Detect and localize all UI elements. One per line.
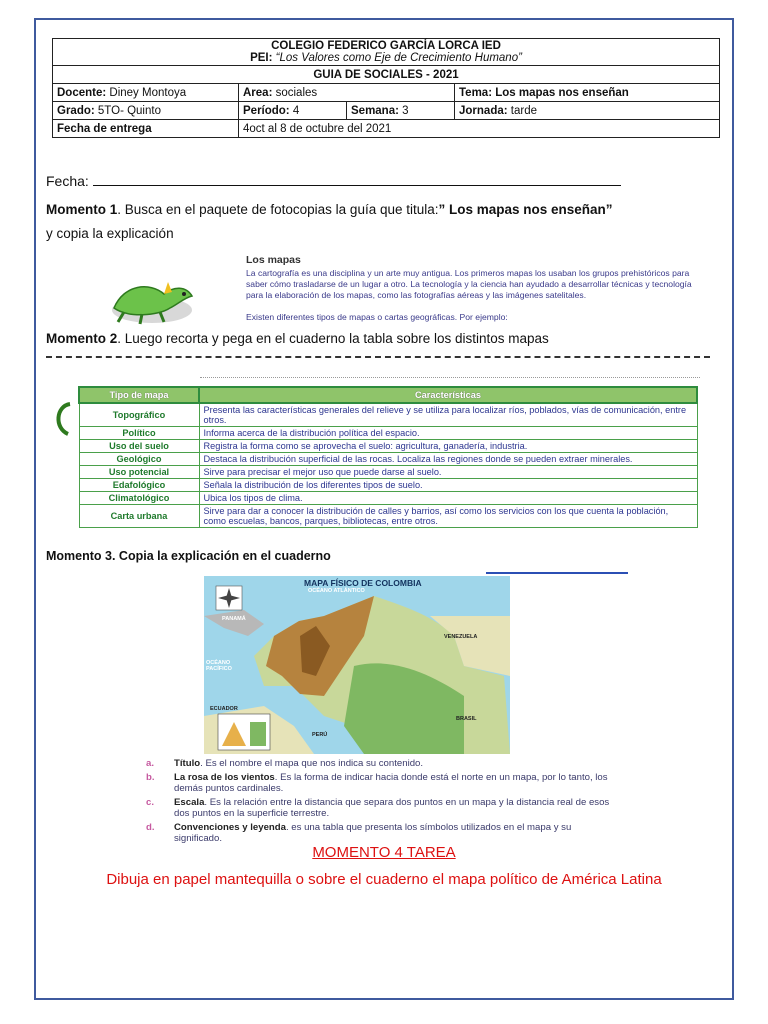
map-label-ecuador: ECUADOR xyxy=(210,706,238,712)
list-item xyxy=(146,797,616,820)
excerpt-los-mapas xyxy=(104,254,700,330)
desc-cell: Sirve para precisar el mejor uso que puede darse al suelo. xyxy=(199,466,697,479)
tipo-cell: Uso del suelo xyxy=(79,440,199,453)
excerpt-last: Existen diferentes tipos de mapas o cartas geográficas. Por ejemplo: xyxy=(246,312,508,322)
part-letter: c. xyxy=(146,796,155,808)
periodo-label: Período: xyxy=(243,104,290,117)
part-letter: d. xyxy=(146,821,155,833)
momento1-label: Momento 1 xyxy=(46,202,118,217)
col-header-caracteristicas: Características xyxy=(199,387,697,403)
colombia-physical-map xyxy=(204,576,510,754)
header-school-cell xyxy=(53,39,720,66)
part-term: Título xyxy=(174,758,201,769)
map-label-brasil: BRASIL xyxy=(456,716,477,722)
area-label: Area: xyxy=(243,86,273,99)
desc-cell: Informa acerca de la distribución política del espacio. xyxy=(199,427,697,440)
part-text: . Es la forma de indicar hacia donde está el norte en un mapa, por lo tanto, los demás puntos cardinales. xyxy=(174,771,608,794)
momento3: Momento 3. Copia la explicación en el cuaderno xyxy=(46,549,331,563)
pei-label: PEI: xyxy=(250,52,273,64)
table-row xyxy=(79,492,697,505)
desc-cell: Destaca la distribución superficial de las rocas. Localiza las regiones donde se pueden extraer minerales. xyxy=(199,453,697,466)
tipo-cell: Geológico xyxy=(79,453,199,466)
desc-cell: Presenta las características generales del relieve y se utiliza para localizar ríos, poblados, vías de comunicación, entre otros. xyxy=(199,403,697,427)
desc-cell: Ubica los tipos de clima. xyxy=(199,492,697,505)
grado-value: 5TO- Quinto xyxy=(97,104,161,117)
pei-text: “Los Valores como Eje de Crecimiento Humano” xyxy=(275,52,522,64)
area-value: sociales xyxy=(275,86,318,99)
map-label-venezuela: VENEZUELA xyxy=(444,634,478,640)
desc-cell: Señala la distribución de los diferentes tipos de suelo. xyxy=(199,479,697,492)
desc-cell: Sirve para dar a conocer la distribución de calles y barrios, así como los servicios con los que cuenta la población, como escuelas, bancos, parques, bibliotecas, entre otros. xyxy=(199,505,697,528)
map-parts-list xyxy=(146,758,616,847)
school-name: COLEGIO FEDERICO GARCÍA LORCA IED xyxy=(271,40,501,52)
cut-line-faint xyxy=(200,377,700,378)
momento1-text2: y copia la explicación xyxy=(46,226,174,241)
tipo-cell: Carta urbana xyxy=(79,505,199,528)
docente-label: Docente: xyxy=(57,86,107,99)
answer-underline xyxy=(486,572,628,574)
momento4-body: Dibuja en papel mantequilla o sobre el cuaderno el mapa político de América Latina xyxy=(106,871,662,888)
tipo-cell: Climatológico xyxy=(79,492,199,505)
list-item xyxy=(146,758,616,770)
momento2-label: Momento 2 xyxy=(46,331,118,346)
excerpt-title: Los mapas xyxy=(246,254,301,266)
fecha-entrega-label: Fecha de entrega xyxy=(57,122,152,135)
map-title: MAPA FÍSICO DE COLOMBIA xyxy=(304,578,422,588)
table-row xyxy=(79,403,697,427)
table-row xyxy=(79,453,697,466)
table-row xyxy=(79,466,697,479)
part-letter: a. xyxy=(146,758,155,769)
part-text: . Es la relación entre la distancia que separa dos puntos en un mapa y la distancia real de esos dos puntos en la superficie terrestre. xyxy=(174,796,610,819)
map-label-pacifico: OCÉANO PACÍFICO xyxy=(206,660,232,672)
list-item xyxy=(146,822,616,845)
table-row xyxy=(79,427,697,440)
header-table xyxy=(52,38,720,138)
momento1-text: . Busca en el paquete de fotocopias la guía que titula: xyxy=(117,202,439,217)
map-label-panama: PANAMÁ xyxy=(222,616,246,622)
semana-value: 3 xyxy=(402,104,409,117)
momento1 xyxy=(46,198,726,246)
list-item xyxy=(146,772,616,795)
tipo-cell: Edafológico xyxy=(79,479,199,492)
excerpt-body: La cartografía es una disciplina y un arte muy antigua. Los primeros mapas los usaban los grupos prehistóricos para saber cómo trasladarse de un lugar a otro. La tecnología y la ciencia han ayudado a desarrollar técnicas y tecnología para la elaboración de los mapas, como las fotografías aéreas y las imágenes satelitales. xyxy=(246,268,692,300)
part-text: . es una tabla que presenta los símbolos utilizados en el mapa y su significado. xyxy=(174,821,572,844)
map-label-atlantico: OCÉANO ATLÁNTICO xyxy=(308,588,365,594)
grado-label: Grado: xyxy=(57,104,95,117)
part-term: Escala xyxy=(174,796,205,808)
tema-value: Los mapas nos enseñan xyxy=(495,86,629,99)
fecha-entrega-value: 4oct al 8 de octubre del 2021 xyxy=(243,122,392,135)
map-graphic xyxy=(204,576,510,754)
tema-label: Tema: xyxy=(459,86,493,99)
docente-value: Diney Montoya xyxy=(109,86,187,99)
part-text: . Es el nombre el mapa que nos indica su contenido. xyxy=(200,758,424,769)
semana-label: Semana: xyxy=(351,104,399,117)
momento4-title: MOMENTO 4 TAREA xyxy=(312,844,456,861)
momento1-title: ” Los mapas nos enseñan” xyxy=(438,202,613,217)
cut-line xyxy=(46,356,710,358)
table-row xyxy=(79,479,697,492)
momento2-text: . Luego recorta y pega en el cuaderno la tabla sobre los distintos mapas xyxy=(117,331,549,346)
tipo-cell: Político xyxy=(79,427,199,440)
map-types-table xyxy=(78,386,698,528)
fecha-line xyxy=(46,173,621,189)
desc-cell: Registra la forma como se aprovecha el suelo: agricultura, ganadería, industria. xyxy=(199,440,697,453)
tipo-cell: Topográfico xyxy=(79,403,199,427)
periodo-value: 4 xyxy=(292,104,300,117)
fecha-blank xyxy=(93,174,621,186)
part-letter: b. xyxy=(146,771,155,783)
table-row xyxy=(79,505,697,528)
tipo-cell: Uso potencial xyxy=(79,466,199,479)
part-term: La rosa de los vientos xyxy=(174,771,275,783)
fecha-label: Fecha: xyxy=(46,173,89,189)
momento2 xyxy=(46,327,726,351)
col-header-tipo: Tipo de mapa xyxy=(79,387,199,403)
dragon-tail-decoration xyxy=(52,400,74,440)
table-row xyxy=(79,440,697,453)
guide-title: GUIA DE SOCIALES - 2021 xyxy=(313,68,459,81)
dragon-illustration xyxy=(104,268,200,328)
jornada-label: Jornada: xyxy=(459,104,508,117)
map-label-peru: PERÚ xyxy=(312,732,328,738)
jornada-value: tarde xyxy=(510,104,537,117)
part-term: Convenciones y leyenda xyxy=(174,821,286,833)
